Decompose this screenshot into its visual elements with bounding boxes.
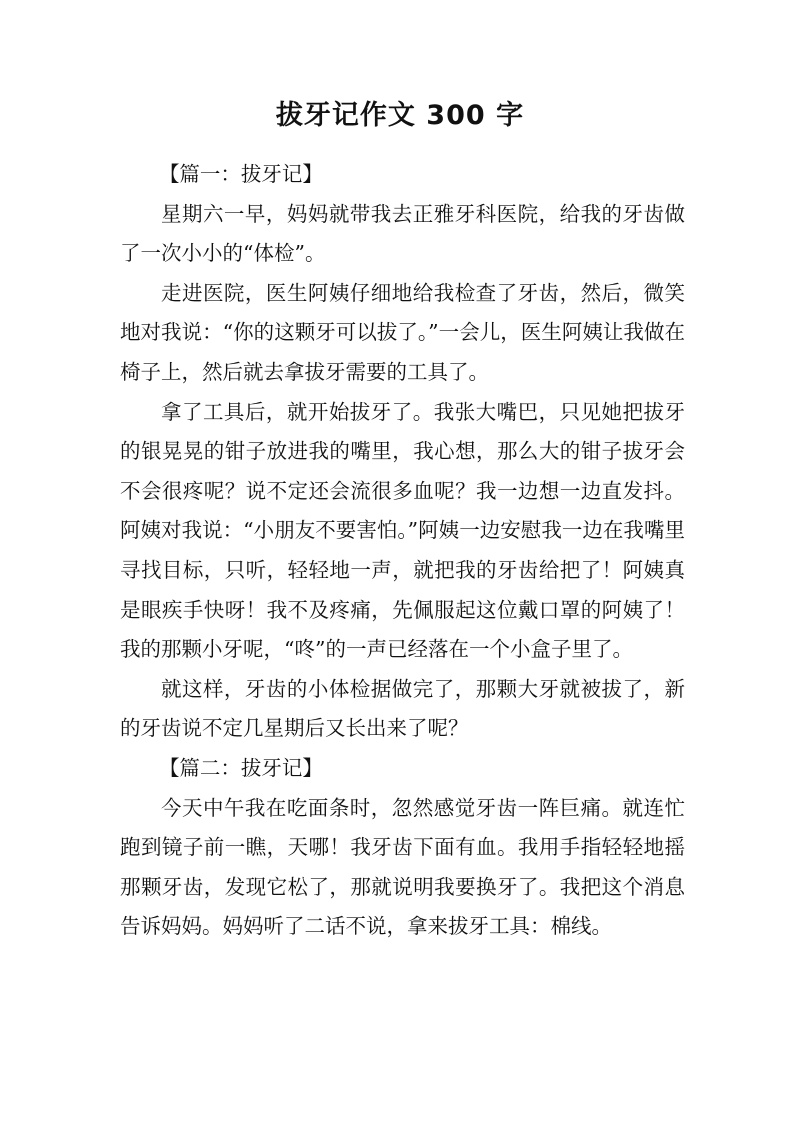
paragraph: 星期六一早，妈妈就带我去正雅牙科医院，给我的牙齿做了一次小小的“体检”。 (120, 201, 685, 266)
paragraph: 拿了工具后，就开始拔牙了。我张大嘴巴，只见她把拔牙的银晃晃的钳子放进我的嘴里，我心想，那么大的钳子拔牙会不会很疼呢？说不定还会流很多血呢？我一边想一边直发抖。阿姨对我说：“小朋友不要害怕。”阿姨一边安慰我一边在我嘴里寻找目标，只听，轻轻地一声，就把我的牙齿给把了！阿姨真是眼疾手快呀！我不及疼痛，先佩服起这位戴口罩的阿姨了！我的那颗小牙呢，“咚”的一声已经落在一个小盒子里了。 (120, 399, 685, 662)
section-heading-2: 【篇二：拔牙记】 (158, 755, 323, 780)
document-title: 拔牙记作文 300 字 (275, 100, 525, 131)
section-heading-1: 【篇一：拔牙记】 (158, 162, 323, 186)
paragraph: 就这样，牙齿的小体检据做完了，那颗大牙就被拔了，新的牙齿说不定几星期后又长出来了呢？ (120, 676, 685, 741)
paragraph: 走进医院，医生阿姨仔细地给我检查了牙齿，然后，微笑地对我说：“你的这颗牙可以拔了。”一会儿，医生阿姨让我做在椅子上，然后就去拿拔牙需要的工具了。 (120, 280, 685, 384)
document-body (120, 155, 685, 947)
paragraph: 今天中午我在吃面条时，忽然感觉牙齿一阵巨痛。就连忙跑到镜子前一瞧，天哪！我牙齿下面有血。我用手指轻轻地摇那颗牙齿，发现它松了，那就说明我要换牙了。我把这个消息告诉妈妈。妈妈听了二话不说，拿来拔牙工具：棉线。 (120, 795, 685, 939)
